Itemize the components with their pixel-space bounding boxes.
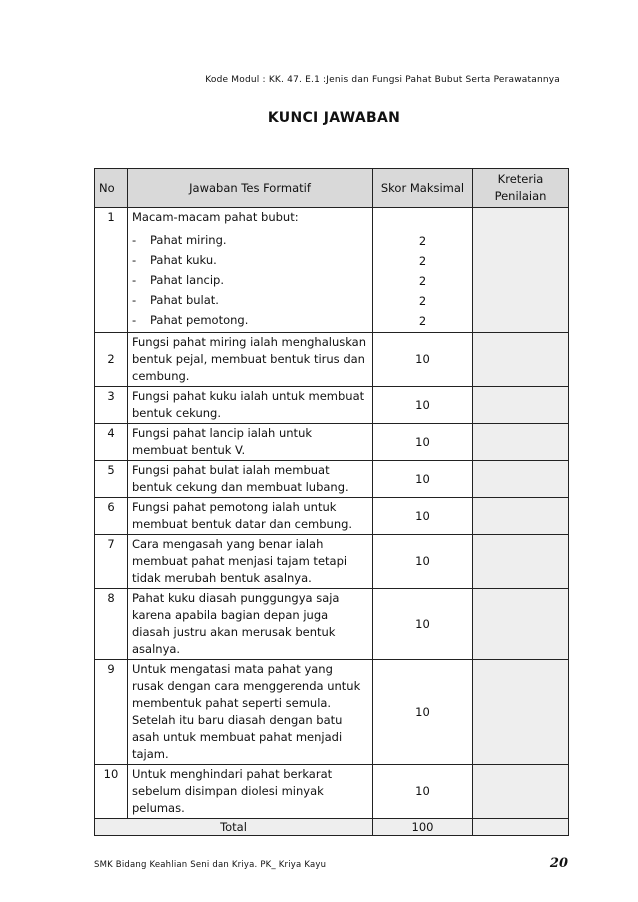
row-number: 4 — [95, 424, 128, 461]
row-number: 6 — [95, 498, 128, 535]
score-item: 2 — [418, 234, 427, 248]
row-score: 10 — [373, 660, 473, 765]
list-item: - Pahat kuku. — [132, 253, 217, 267]
row-number: 1 — [95, 208, 128, 333]
table-row — [95, 424, 569, 461]
row-score: 10 — [373, 535, 473, 589]
row-score: 10 — [373, 765, 473, 819]
row-criteria — [473, 535, 569, 589]
total-row — [95, 819, 569, 836]
table-row — [95, 333, 569, 387]
row-answer: Fungsi pahat miring ialah menghaluskan bentuk pejal, membuat bentuk tirus dan cembung. — [128, 333, 373, 387]
row-number: 2 — [95, 333, 128, 387]
row-score — [373, 208, 473, 333]
row-answer: Untuk mengatasi mata pahat yang rusak dengan cara menggerenda untuk membentuk pahat seperti semula. Setelah itu baru diasah dengan batu asah untuk membuat pahat menjadi tajam. — [128, 660, 373, 765]
row-criteria — [473, 660, 569, 765]
row-criteria — [473, 765, 569, 819]
header-no: No — [95, 169, 128, 208]
list-item: - Pahat miring. — [132, 233, 227, 247]
footer-text: SMK Bidang Keahlian Seni dan Kriya. PK_ Kriya Kayu — [94, 860, 327, 870]
row-number: 5 — [95, 461, 128, 498]
list-item: - Pahat lancip. — [132, 273, 224, 287]
row-criteria — [473, 424, 569, 461]
row-answer — [128, 208, 373, 333]
row-number: 8 — [95, 589, 128, 660]
row-score: 10 — [373, 461, 473, 498]
row-answer: Untuk menghindari pahat berkarat sebelum disimpan diolesi minyak pelumas. — [128, 765, 373, 819]
row-answer: Pahat kuku diasah punggungya saja karena apabila bagian depan juga diasah justru akan merusak bentuk asalnya. — [128, 589, 373, 660]
table-row — [95, 387, 569, 424]
list-item: - Pahat bulat. — [132, 293, 219, 307]
page-title: KUNCI JAWABAN — [267, 110, 401, 126]
row-score: 10 — [373, 424, 473, 461]
row-criteria — [473, 208, 569, 333]
table-row — [95, 535, 569, 589]
row-answer: Fungsi pahat lancip ialah untuk membuat bentuk V. — [128, 424, 373, 461]
header-score: Skor Maksimal — [373, 169, 473, 208]
row-criteria — [473, 589, 569, 660]
row-score: 10 — [373, 333, 473, 387]
answer-intro: Macam-macam pahat bubut: — [132, 210, 299, 224]
total-criteria — [473, 819, 569, 836]
score-item: 2 — [418, 314, 427, 328]
table-row — [95, 589, 569, 660]
row-number: 10 — [95, 765, 128, 819]
header-criteria: Kreteria Penilaian — [473, 169, 569, 208]
row-criteria — [473, 387, 569, 424]
list-item: - Pahat pemotong. — [132, 313, 249, 327]
score-item: 2 — [418, 274, 427, 288]
chisel-type-list — [132, 230, 368, 330]
table-row — [95, 208, 569, 333]
row-criteria — [473, 461, 569, 498]
row-answer: Cara mengasah yang benar ialah membuat pahat menjasi tajam tetapi tidak merubah bentuk asalnya. — [128, 535, 373, 589]
row-answer: Fungsi pahat kuku ialah untuk membuat bentuk cekung. — [128, 387, 373, 424]
total-label: Total — [95, 819, 373, 836]
module-code-header: Kode Modul : KK. 47. E.1 :Jenis dan Fungsi Pahat Bubut Serta Perawatannya — [205, 75, 560, 85]
table-header-row — [95, 169, 569, 208]
table-row — [95, 660, 569, 765]
row-number: 7 — [95, 535, 128, 589]
table-row — [95, 498, 569, 535]
header-answer: Jawaban Tes Formatif — [128, 169, 373, 208]
row-score: 10 — [373, 498, 473, 535]
row-criteria — [473, 498, 569, 535]
page-number: 20 — [549, 856, 568, 871]
row-answer: Fungsi pahat pemotong ialah untuk membuat bentuk datar dan cembung. — [128, 498, 373, 535]
table-row — [95, 765, 569, 819]
row-number: 9 — [95, 660, 128, 765]
row-criteria — [473, 333, 569, 387]
score-list — [377, 209, 468, 331]
row-answer: Fungsi pahat bulat ialah membuat bentuk cekung dan membuat lubang. — [128, 461, 373, 498]
row-number: 3 — [95, 387, 128, 424]
score-item: 2 — [418, 254, 427, 268]
row-score: 10 — [373, 387, 473, 424]
total-value: 100 — [373, 819, 473, 836]
row-score: 10 — [373, 589, 473, 660]
answer-key-table — [94, 168, 569, 836]
table-row — [95, 461, 569, 498]
score-item: 2 — [418, 294, 427, 308]
